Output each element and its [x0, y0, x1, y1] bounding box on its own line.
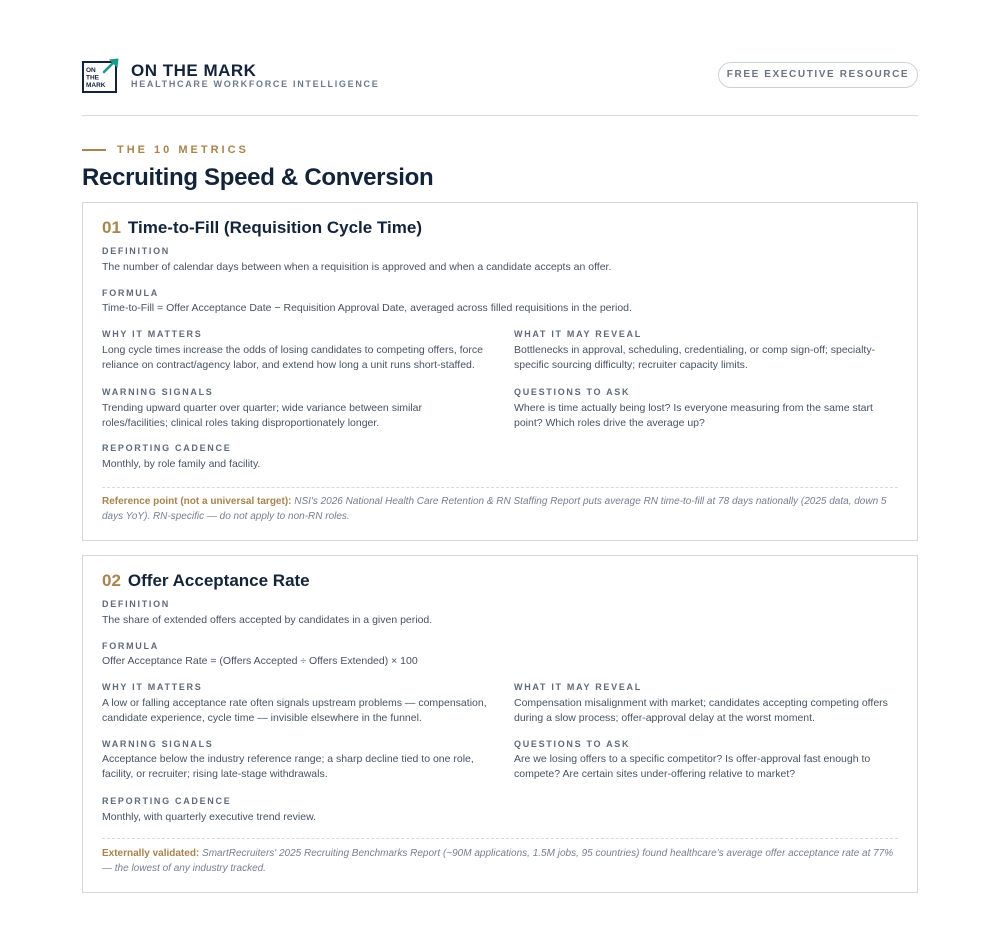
note-lead: Reference point (not a universal target): — [102, 496, 292, 507]
reveal-text: Bottlenecks in approval, scheduling, credentialing, or comp sign-off; specialty-specific sourcing difficulty; recruiter capacity limits. — [514, 344, 876, 371]
why-text: Long cycle times increase the odds of losing candidates to competing offers, force reliance on contract/agency labor, and extend how long a unit runs short-staffed. — [102, 344, 483, 371]
note-text: NSI's 2026 National Health Care Retention & RN Staffing Report puts average RN time-to-fill at 78 days nationally (2025 data, down 5 days YoY). RN-specific — do not apply to non-RN roles. — [102, 496, 887, 522]
definition-text: The number of calendar days between when a requisition is approved and when a candidate accepts an offer. — [102, 261, 612, 273]
why-label: WHY IT MATTERS — [102, 682, 203, 692]
metric-number: 02 — [102, 571, 121, 590]
questions-text: Where is time actually being lost? Is everyone measuring from the same start point? Which roles drive the average up? — [514, 402, 873, 429]
warning-text: Acceptance below the industry reference range; a sharp decline tied to one role, facility, or recruiter; rising late-stage withdrawals. — [102, 753, 474, 780]
metric-number: 01 — [102, 218, 121, 237]
free-resource-badge: FREE EXECUTIVE RESOURCE — [718, 62, 918, 88]
eyebrow-label: THE 10 METRICS — [117, 144, 249, 156]
definition-text: The share of extended offers accepted by candidates in a given period. — [102, 614, 433, 626]
brand-tagline: HEALTHCARE WORKFORCE INTELLIGENCE — [131, 79, 380, 89]
definition-label: DEFINITION — [102, 599, 170, 609]
logo-line-1: ON — [86, 67, 96, 74]
cadence-label: REPORTING CADENCE — [102, 796, 232, 806]
formula-label: FORMULA — [102, 641, 159, 651]
why-text: A low or falling acceptance rate often signals upstream problems — compensation, candidate experience, cycle time — invisible elsewhere in the funnel. — [102, 697, 487, 724]
formula-text: Offer Acceptance Rate = (Offers Accepted ÷ Offers Extended) × 100 — [102, 655, 418, 667]
eyebrow-rule — [82, 149, 106, 151]
metric-heading — [102, 571, 310, 591]
why-label: WHY IT MATTERS — [102, 329, 203, 339]
page-title: Recruiting Speed & Conversion — [82, 164, 434, 191]
note-divider — [102, 487, 898, 488]
note-text: SmartRecruiters' 2025 Recruiting Benchmarks Report (~90M applications, 1.5M jobs, 95 countries) found healthcare's average offer acceptance rate at 77% — the lowest of any industry tracked. — [102, 848, 894, 874]
logo-line-3: MARK — [86, 82, 106, 89]
cadence-label: REPORTING CADENCE — [102, 443, 232, 453]
metric-title: Time-to-Fill (Requisition Cycle Time) — [127, 218, 422, 237]
questions-label: QUESTIONS TO ASK — [514, 387, 631, 397]
definition-label: DEFINITION — [102, 246, 170, 256]
metric-card-time-to-fill — [82, 202, 918, 541]
reveal-label: WHAT IT MAY REVEAL — [514, 329, 642, 339]
warning-text: Trending upward quarter over quarter; wide variance between similar roles/facilities; clinical roles taking disproportionately longer. — [102, 402, 423, 429]
brand-logo — [82, 58, 120, 94]
formula-text: Time-to-Fill = Offer Acceptance Date − Requisition Approval Date, averaged across filled requisitions in the period. — [102, 302, 632, 314]
page-header — [82, 58, 918, 116]
reference-note — [102, 846, 902, 876]
warning-label: WARNING SIGNALS — [102, 739, 214, 749]
warning-label: WARNING SIGNALS — [102, 387, 214, 397]
section-eyebrow — [82, 144, 249, 156]
note-divider — [102, 838, 898, 839]
metric-title: Offer Acceptance Rate — [127, 571, 310, 590]
questions-text: Are we losing offers to a specific competitor? Is offer-approval fast enough to compete? Are certain sites under-offering relative to market? — [514, 753, 871, 780]
reference-note — [102, 494, 902, 524]
cadence-text: Monthly, by role family and facility. — [102, 458, 261, 470]
cadence-text: Monthly, with quarterly executive trend review. — [102, 811, 316, 823]
reveal-label: WHAT IT MAY REVEAL — [514, 682, 642, 692]
note-lead: Externally validated: — [102, 848, 200, 859]
questions-label: QUESTIONS TO ASK — [514, 739, 631, 749]
formula-label: FORMULA — [102, 288, 159, 298]
logo-line-2: THE — [86, 74, 99, 82]
metric-heading — [102, 218, 422, 238]
brand-name: ON THE MARK — [131, 61, 257, 80]
metric-card-offer-acceptance — [82, 555, 918, 893]
reveal-text: Compensation misalignment with market; candidates accepting competing offers during a slow process; offer-approval delay at the worst moment. — [514, 697, 888, 724]
